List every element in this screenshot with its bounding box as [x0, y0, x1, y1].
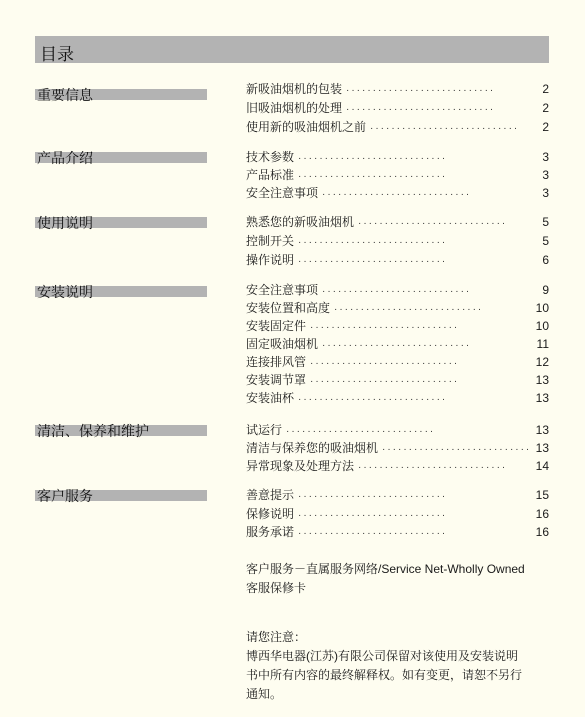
toc-entry-page: 2 — [542, 101, 549, 115]
leader-dots: ···························· — [310, 322, 460, 333]
toc-entry[interactable] — [246, 81, 549, 98]
leader-dots: ···························· — [286, 426, 436, 437]
toc-entry[interactable] — [246, 119, 549, 136]
leader-dots: ···························· — [298, 171, 448, 182]
toc-entry[interactable] — [246, 422, 549, 439]
leader-dots: ···························· — [298, 394, 448, 405]
toc-entry-text: 技术参数 — [246, 150, 295, 164]
toc-entry[interactable] — [246, 318, 549, 335]
leader-dots: ···························· — [322, 340, 472, 351]
toc-entry-page: 2 — [542, 82, 549, 96]
toc-entry-text: 善意提示 — [246, 488, 295, 502]
toc-entry-page: 14 — [535, 459, 549, 473]
toc-entry-text: 清洁与保养您的吸油烟机 — [246, 441, 379, 455]
section-header-bar — [35, 423, 207, 439]
page-title: 目录 — [40, 45, 74, 64]
service-network-block — [246, 560, 551, 598]
notice-line: 书中所有内容的最终解释权。如有变更，请恕不另行 — [246, 668, 523, 682]
toc-entry[interactable] — [246, 458, 549, 475]
toc-entry[interactable] — [246, 336, 549, 353]
toc-entry[interactable] — [246, 214, 549, 231]
toc-entry-text: 安装调节罩 — [246, 373, 307, 387]
leader-dots: ···························· — [298, 528, 448, 539]
toc-entry-page: 13 — [535, 373, 549, 387]
toc-entry-page: 12 — [535, 355, 549, 369]
leader-dots: ···························· — [298, 237, 448, 248]
notice-line: 博西华电器(江苏)有限公司保留对该使用及安装说明 — [246, 649, 518, 663]
leader-dots: ···························· — [346, 104, 496, 115]
toc-entry-text: 试运行 — [246, 423, 283, 437]
toc-entry-page: 10 — [535, 301, 549, 315]
toc-entry-page: 3 — [542, 168, 549, 182]
toc-entry-page: 13 — [535, 391, 549, 405]
toc-entry[interactable] — [246, 506, 549, 523]
toc-entry-page: 2 — [542, 120, 549, 134]
toc-entry-page: 5 — [542, 215, 549, 229]
toc-entry-text: 固定吸油烟机 — [246, 337, 319, 351]
section-header-bar — [35, 284, 207, 300]
notice-line: 通知。 — [246, 687, 283, 701]
toc-entry-page: 13 — [535, 423, 549, 437]
leader-dots: ···························· — [382, 444, 532, 455]
toc-title-bar — [35, 36, 549, 63]
toc-entry[interactable] — [246, 300, 549, 317]
section-label: 客户服务 — [37, 488, 93, 504]
toc-entry-text: 安装油杯 — [246, 391, 295, 405]
leader-dots: ···························· — [334, 304, 484, 315]
leader-dots: ···························· — [310, 376, 460, 387]
leader-dots: ···························· — [370, 123, 520, 134]
notice-heading: 请您注意： — [246, 630, 307, 644]
leader-dots: ···························· — [298, 491, 448, 502]
toc-entry[interactable] — [246, 487, 549, 504]
toc-entry-text: 安装位置和高度 — [246, 301, 331, 315]
toc-entry-text: 操作说明 — [246, 253, 295, 267]
section-header-bar — [35, 150, 207, 166]
section-label: 使用说明 — [37, 215, 93, 231]
section-label: 重要信息 — [37, 87, 93, 103]
toc-entry-text: 新吸油烟机的包装 — [246, 82, 343, 96]
leader-dots: ···························· — [298, 256, 448, 267]
toc-entry-text: 旧吸油烟机的处理 — [246, 101, 343, 115]
toc-entry-text: 使用新的吸油烟机之前 — [246, 120, 367, 134]
toc-entry-text: 安全注意事项 — [246, 283, 319, 297]
toc-entry[interactable] — [246, 524, 549, 541]
toc-entry[interactable] — [246, 185, 549, 202]
toc-entry-text: 产品标准 — [246, 168, 295, 182]
leader-dots: ···························· — [298, 153, 448, 164]
toc-entry-page: 5 — [542, 234, 549, 248]
toc-entry[interactable] — [246, 149, 549, 166]
toc-entry[interactable] — [246, 282, 549, 299]
notice-block — [246, 628, 551, 704]
toc-entry[interactable] — [246, 100, 549, 117]
warranty-card-line[interactable]: 客服保修卡 — [246, 581, 307, 595]
toc-entry-text: 服务承诺 — [246, 525, 295, 539]
leader-dots: ···························· — [298, 510, 448, 521]
toc-entry[interactable] — [246, 167, 549, 184]
leader-dots: ···························· — [322, 286, 472, 297]
leader-dots: ···························· — [358, 218, 508, 229]
section-label: 产品介绍 — [37, 150, 93, 166]
toc-entry[interactable] — [246, 390, 549, 407]
toc-entry[interactable] — [246, 372, 549, 389]
leader-dots: ···························· — [310, 358, 460, 369]
toc-entry-text: 熟悉您的新吸油烟机 — [246, 215, 355, 229]
section-header-bar — [35, 87, 207, 103]
leader-dots: ···························· — [322, 189, 472, 200]
section-header-bar — [35, 488, 207, 504]
toc-entry-page: 6 — [542, 253, 549, 267]
toc-entry[interactable] — [246, 440, 549, 457]
toc-entry[interactable] — [246, 233, 549, 250]
toc-entry-page: 9 — [542, 283, 549, 297]
section-label: 清洁、保养和维护 — [37, 423, 149, 439]
section-header-bar — [35, 215, 207, 231]
toc-entry-page: 10 — [535, 319, 549, 333]
toc-entry-text: 控制开关 — [246, 234, 295, 248]
toc-entry[interactable] — [246, 252, 549, 269]
toc-entry-text: 连接排风管 — [246, 355, 307, 369]
toc-entry-page: 11 — [536, 337, 549, 351]
leader-dots: ···························· — [346, 85, 496, 96]
toc-entry-page: 16 — [535, 507, 549, 521]
toc-entry-text: 异常现象及处理方法 — [246, 459, 355, 473]
toc-entry-text: 安全注意事项 — [246, 186, 319, 200]
toc-entry-page: 16 — [535, 525, 549, 539]
toc-entry-page: 13 — [535, 441, 549, 455]
leader-dots: ···························· — [358, 462, 508, 473]
service-network-line[interactable]: 客户服务－直属服务网络/Service Net-Wholly Owned — [246, 562, 525, 576]
toc-entry-page: 3 — [542, 186, 549, 200]
toc-entry-page: 15 — [535, 488, 549, 502]
toc-entry-text: 保修说明 — [246, 507, 295, 521]
toc-entry-text: 安装固定件 — [246, 319, 307, 333]
section-label: 安装说明 — [37, 284, 93, 300]
toc-entry[interactable] — [246, 354, 549, 371]
toc-entry-page: 3 — [542, 150, 549, 164]
